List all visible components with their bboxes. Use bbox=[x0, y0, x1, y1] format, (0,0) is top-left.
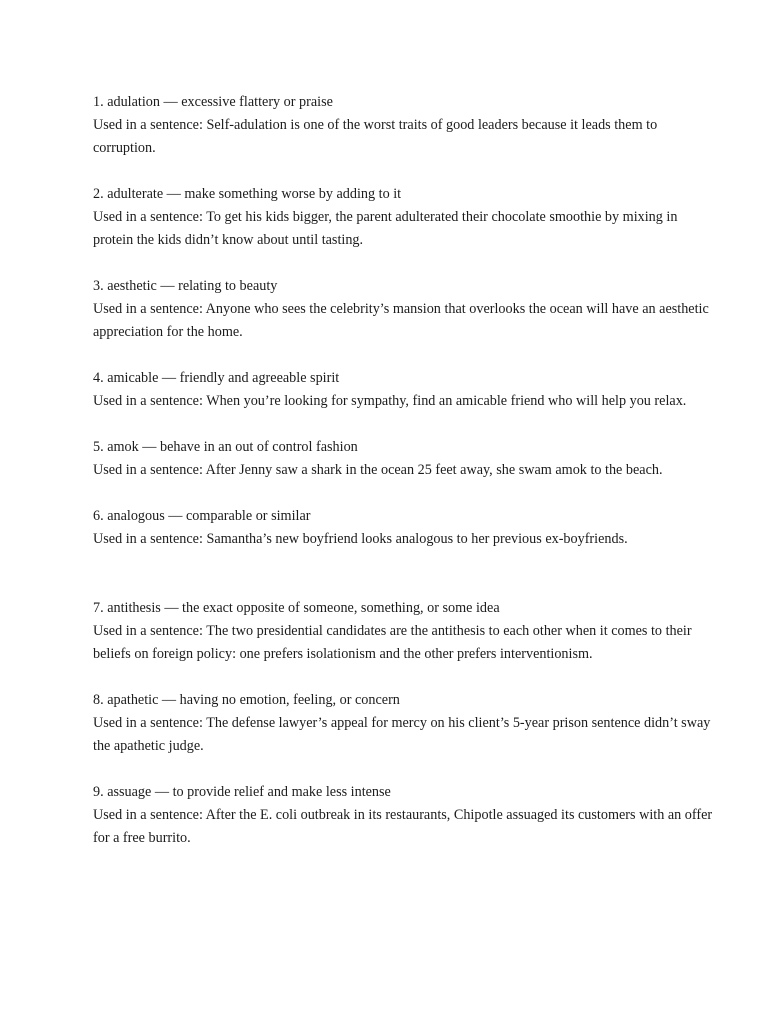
vocab-entry-aesthetic bbox=[93, 275, 713, 344]
entry-usage: Used in a sentence: To get his kids bigger, the parent adulterated their chocolate smoothie by mixing in protein the kids didn’t know about until tasting. bbox=[93, 209, 678, 248]
entry-usage: Used in a sentence: After the E. coli outbreak in its restaurants, Chipotle assuaged its customers with an offer for a free burrito. bbox=[93, 807, 713, 846]
vocab-entry-apathetic bbox=[93, 689, 713, 758]
entry-usage: Used in a sentence: The defense lawyer’s appeal for mercy on his client’s 5-year prison sentence didn’t sway the apathetic judge. bbox=[93, 715, 711, 754]
entry-heading: 1. adulation — excessive flattery or praise bbox=[93, 94, 333, 110]
entry-usage: Used in a sentence: Anyone who sees the celebrity’s mansion that overlooks the ocean will have an aesthetic appreciation for the home. bbox=[93, 301, 709, 340]
entry-usage: Used in a sentence: When you’re looking for sympathy, find an amicable friend who will help you relax. bbox=[93, 393, 687, 409]
vocab-entry-adulation bbox=[93, 91, 713, 160]
vocab-entry-antithesis bbox=[93, 597, 713, 666]
entry-heading: 5. amok — behave in an out of control fashion bbox=[93, 439, 358, 455]
vocab-entry-amicable bbox=[93, 367, 713, 413]
entry-heading: 4. amicable — friendly and agreeable spirit bbox=[93, 370, 340, 386]
vocab-entry-amok bbox=[93, 436, 713, 482]
vocab-entry-assuage bbox=[93, 781, 713, 850]
entry-usage: Used in a sentence: Samantha’s new boyfriend looks analogous to her previous ex-boyfriends. bbox=[93, 531, 628, 547]
vocab-entry-analogous bbox=[93, 505, 713, 551]
entry-usage: Used in a sentence: Self-adulation is one of the worst traits of good leaders because it leads them to corruption. bbox=[93, 117, 658, 156]
entry-heading: 2. adulterate — make something worse by adding to it bbox=[93, 186, 402, 202]
entry-heading: 6. analogous — comparable or similar bbox=[93, 508, 311, 524]
entry-heading: 3. aesthetic — relating to beauty bbox=[93, 278, 278, 294]
entry-heading: 9. assuage — to provide relief and make less intense bbox=[93, 784, 391, 800]
entry-usage: Used in a sentence: After Jenny saw a shark in the ocean 25 feet away, she swam amok to the beach. bbox=[93, 462, 663, 478]
entry-heading: 7. antithesis — the exact opposite of someone, something, or some idea bbox=[93, 600, 500, 616]
vocab-entry-adulterate bbox=[93, 183, 713, 252]
entry-heading: 8. apathetic — having no emotion, feeling, or concern bbox=[93, 692, 400, 708]
entry-usage: Used in a sentence: The two presidential candidates are the antithesis to each other when it comes to their beliefs on foreign policy: one prefers isolationism and the other prefers interventionism. bbox=[93, 623, 692, 662]
vocabulary-list bbox=[93, 91, 713, 873]
